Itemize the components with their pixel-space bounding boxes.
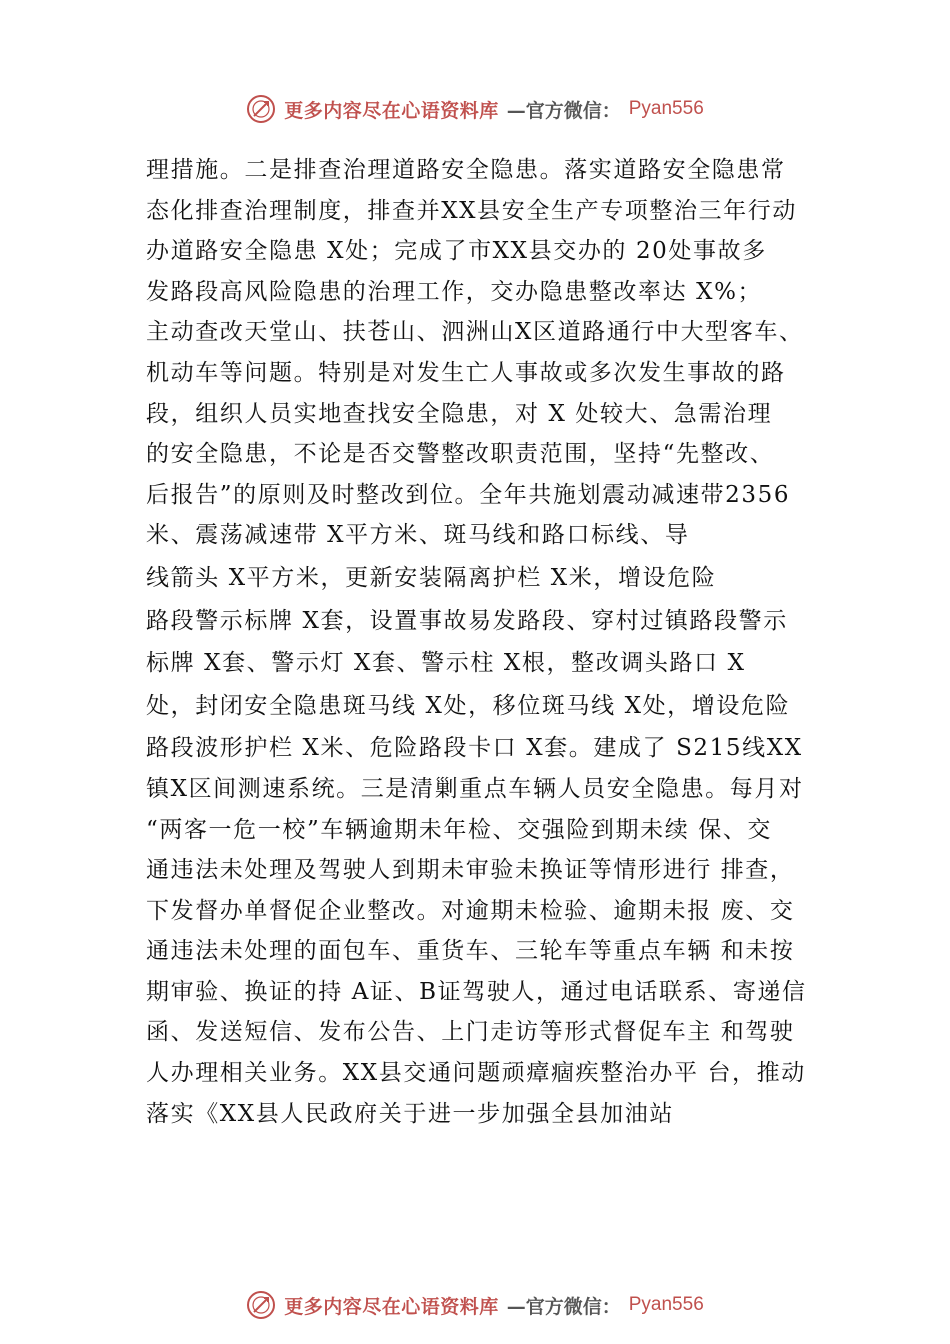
text-line: 态化排查治理制度，排查并XX县安全生产专项整治三年行动 — [146, 197, 797, 224]
text-line: 段，组织人员实地查找安全隐患，对 X 处较大、急需治理 — [146, 400, 773, 427]
text-line: 发路段高风险隐患的治理工作，交办隐患整改率达 X%； — [146, 278, 763, 305]
text-line: 的安全隐患，不论是否交警整改职责范围，坚持“先整改、 — [146, 441, 775, 468]
text-line: 路段警示标牌 X套，设置事故易发路段、穿村过镇路段警示 — [146, 607, 788, 634]
text-line: 路段波形护栏 X米、危险路段卡口 X套。建成了 S215线XX — [146, 735, 803, 762]
header-watermark — [0, 94, 950, 124]
text-line: 处，封闭安全隐患斑马线 X处，移位斑马线 X处，增设危险 — [146, 692, 791, 719]
text-line: 函、发送短信、发布公告、上门走访等形式督促车主 和驾驶 — [146, 1019, 795, 1046]
text-line: 理措施。二是排查治理道路安全隐患。落实道路安全隐患常 — [146, 157, 786, 183]
text-line: 后报告”的原则及时整改到位。全年共施划震动减速带2356 — [146, 481, 791, 508]
text-line: 镇X区间测速系统。三是清剿重点车辆人员安全隐患。每月对 — [146, 775, 804, 802]
text-line: 线箭头 X平方米，更新安装隔离护栏 X米，增设危险 — [146, 564, 717, 591]
text-line: 主动查改天堂山、扶苍山、泗洲山X区道路通行中大型客车、 — [146, 319, 804, 346]
footer-watermark — [0, 1290, 950, 1320]
watermark-handle: Pyan556 — [628, 1294, 704, 1315]
watermark-main-text: 更多内容尽在心语资料库 — [284, 99, 499, 122]
watermark-sub-text: —官方微信： — [506, 99, 621, 122]
text-line: 通违法未处理的面包车、重货车、三轮车等重点车辆 和未按 — [146, 938, 795, 965]
watermark-handle: Pyan556 — [628, 98, 704, 119]
seal-logo-icon — [246, 94, 276, 124]
text-line: 办道路安全隐患 X处；完成了市XX县交办的 20处事故多 — [146, 238, 767, 265]
text-line: 机动车等问题。特别是对发生亡人事故或多次发生事故的路 — [146, 359, 786, 386]
text-line: 期审验、换证的持 A证、B证驾驶人，通过电话联系、寄递信 — [146, 978, 807, 1005]
watermark-sub-text: —官方微信： — [506, 1295, 621, 1318]
text-line: “两客一危一校”车辆逾期未年检、交强险到期未续 保、交 — [146, 816, 773, 843]
text-line: 人办理相关业务。XX县交通问题顽瘴痼疾整治办平 台，推动 — [146, 1060, 806, 1087]
text-line: 标牌 X套、警示灯 X套、警示柱 X根，整改调头路口 X — [146, 650, 746, 677]
text-line: 通违法未处理及驾驶人到期未审验未换证等情形进行 排查， — [146, 857, 795, 884]
document-body — [146, 150, 836, 1134]
seal-logo-icon — [246, 1290, 276, 1320]
text-line: 下发督办单督促企业整改。对逾期未检验、逾期未报 废、交 — [146, 897, 795, 924]
watermark-main-text: 更多内容尽在心语资料库 — [284, 1295, 499, 1318]
text-line: 米、震荡减速带 X平方米、斑马线和路口标线、导 — [146, 522, 690, 549]
text-line: 落实《XX县人民政府关于进一步加强全县加油站 — [146, 1100, 674, 1127]
